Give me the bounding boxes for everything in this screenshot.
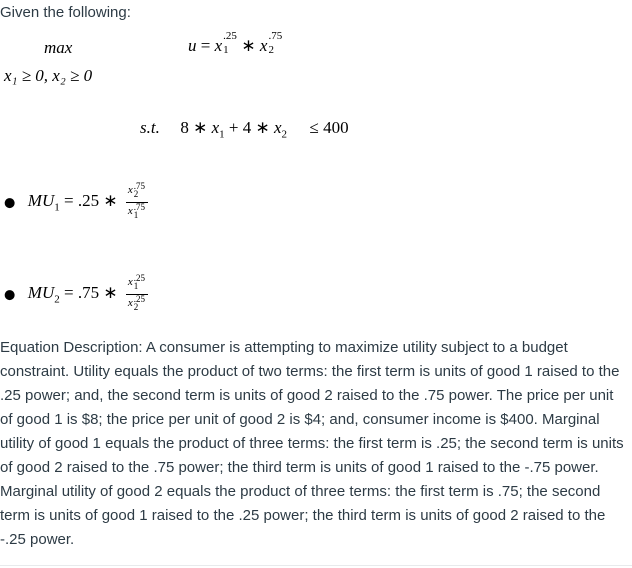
x2-subscript: 2 — [268, 44, 274, 56]
coef-2: 4 — [242, 118, 252, 137]
x2-exponent: .75 — [268, 30, 283, 42]
mu1-den-sub: 1 — [133, 210, 139, 220]
coef-1: 8 — [180, 118, 189, 137]
st-label: s.t. — [140, 118, 160, 137]
mu2-list-item — [4, 273, 148, 313]
rhs-value: 400 — [323, 118, 349, 137]
mu1-fraction: x .75 2 x .75 1 — [126, 184, 148, 221]
x1-var: x — [214, 35, 223, 55]
equals-sign: = — [200, 35, 215, 55]
equation-description: Equation Description: A consumer is attempting to maximize utility subject to a budget constraint. Utility equals the product of two terms: the first term is units of good 1 raised to the .25 power; and, the second term is units of good 2 raised to the .75 power. The price per unit of good 1 is $8; the price per unit of good 2 is $4; and, consumer income is $400. Marginal utility of good 1 equals the product of three terms: the first term is .25; the second term is units of good 2 raised to the .75 power; the third term is units of good 1 raised to the -.75 power. Marginal utility of good 2 equals the product of three terms: the first term is .75; the second term is units of good 1 raised to the .25 power; the third term is units of good 2 raised to the -.25 power. — [0, 339, 624, 548]
mu2-fraction: x .25 1 x .25 2 — [126, 276, 148, 313]
times-operator: ∗ — [241, 35, 260, 55]
mu1-num-sub: 2 — [133, 189, 139, 199]
mu2-num-sub: 1 — [133, 281, 139, 291]
mu2-num-exp: .25 — [133, 273, 145, 283]
x2-scripts — [268, 30, 283, 60]
mu1-equation: $MU_1 = .25$ ∗ x .75 2 x .75 1 — [28, 191, 148, 210]
mu2-lhs: MU — [27, 283, 55, 303]
max-label: max — [44, 38, 73, 57]
nonnegativity-constraint: x₁ ≥ 0, x₂ ≥ 0 — [4, 66, 93, 85]
mu2-lhs-sub: 2 — [54, 293, 60, 306]
mu1-num-exp: .75 — [133, 181, 145, 191]
x1-exponent: .25 — [223, 30, 237, 42]
mu1-coef: .25 — [77, 191, 100, 211]
x1-subscript: 1 — [223, 44, 229, 56]
x1-scripts — [223, 30, 237, 60]
mu2-den-sub: 2 — [133, 302, 139, 312]
utility-symbol: u — [188, 35, 197, 55]
divider — [0, 565, 632, 566]
mu2-coef: .75 — [77, 283, 100, 303]
x2-var: x — [259, 35, 268, 55]
mu1-list-item — [4, 181, 148, 221]
mu1-lhs: MU — [27, 191, 55, 211]
intro-text: Given the following: — [0, 4, 131, 21]
mu1-den-exp: .75 — [133, 202, 145, 212]
utility-function — [188, 30, 283, 60]
mu2-equation: $MU_2 = .75$ ∗ x .25 1 x .25 2 — [28, 283, 148, 302]
bullet-icon: ● — [4, 195, 16, 211]
bullet-icon: ● — [4, 287, 16, 303]
budget-constraint: s.t. 8 ∗ $x_1 + 4$ ∗ $x_2 \le 400$ — [140, 118, 349, 141]
mu2-den-exp: .25 — [133, 294, 145, 304]
mu1-lhs-sub: 1 — [54, 201, 60, 214]
